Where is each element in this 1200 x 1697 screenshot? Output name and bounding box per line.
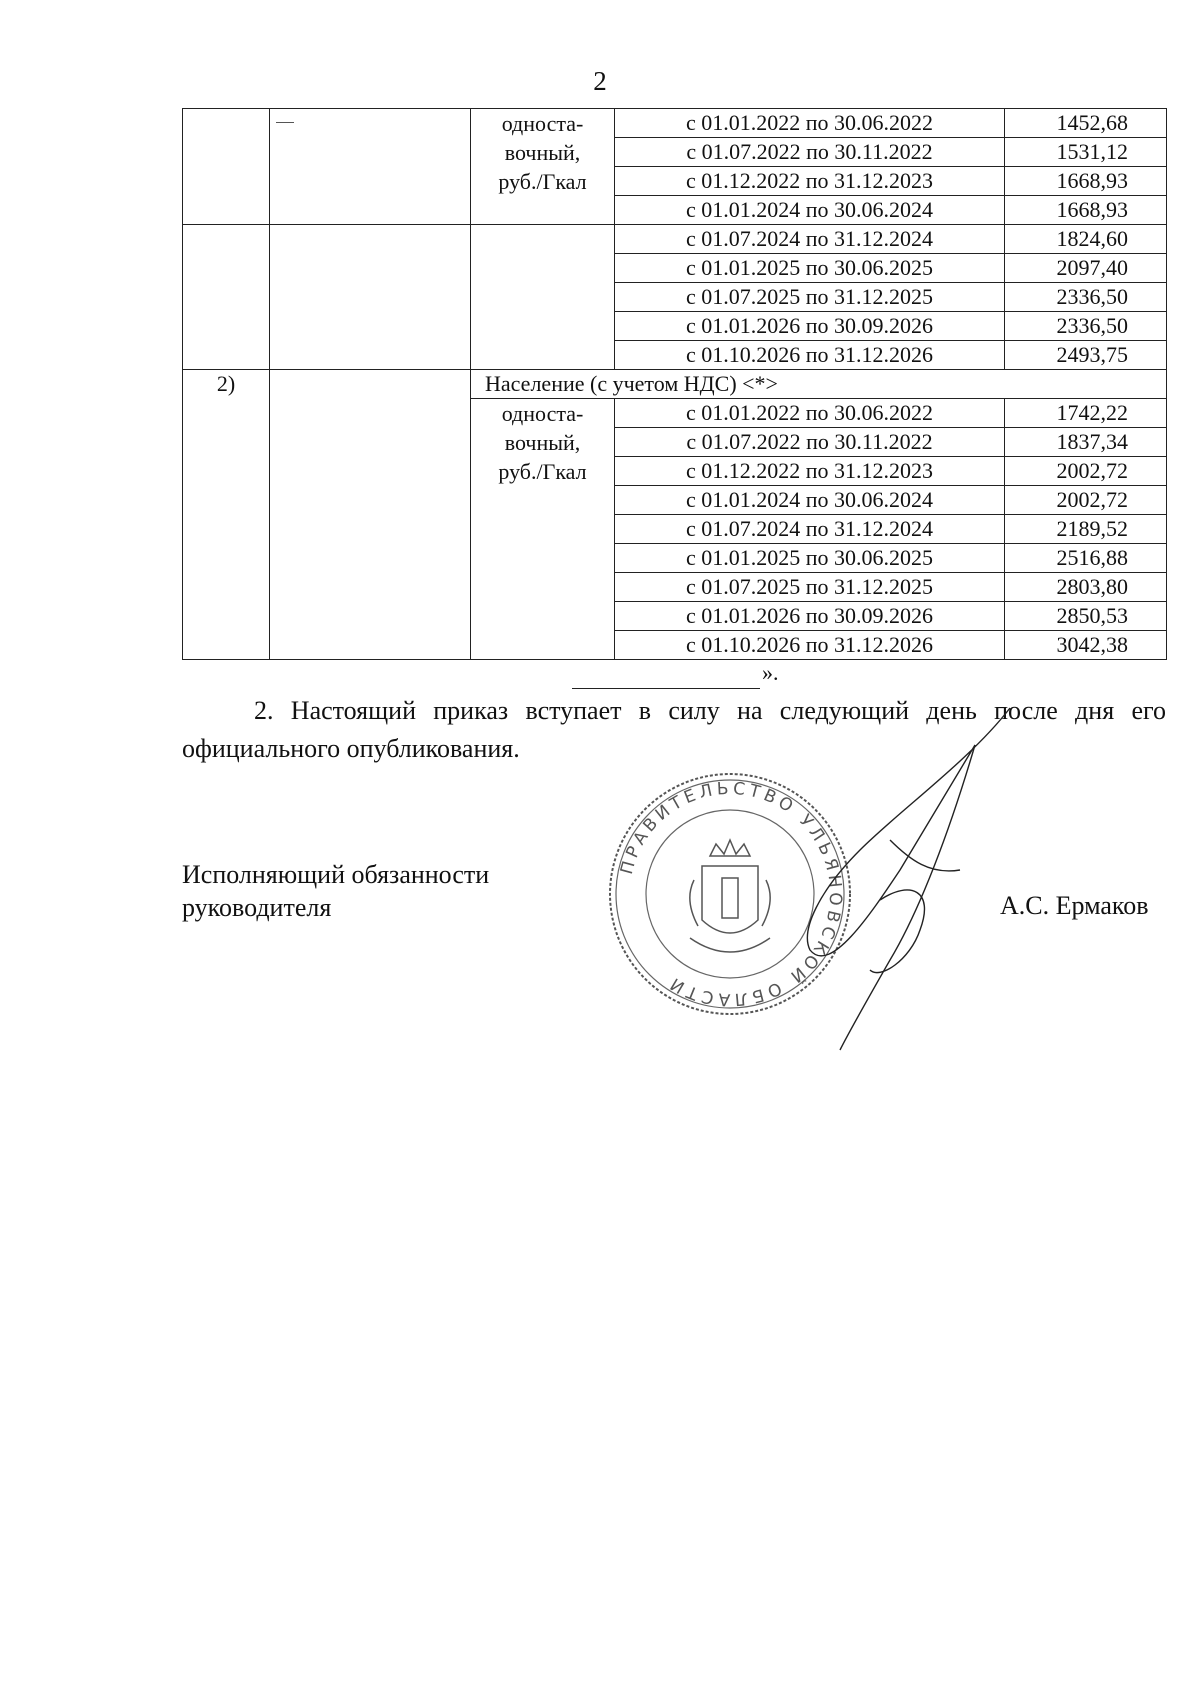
unit-cell	[471, 225, 615, 370]
signer-title	[182, 858, 489, 924]
seal-text: ПРАВИТЕЛЬСТВО УЛЬЯНОВСКОЙ ОБЛАСТИ	[616, 778, 846, 1010]
page-number: 2	[593, 66, 607, 96]
order-paragraph: 2. Настоящий приказ вступает в силу на следующий день после дня его официального опубликования.	[182, 696, 1166, 763]
unit-line: односта-	[501, 111, 584, 136]
row-number-cell	[183, 225, 270, 370]
group-cell	[270, 109, 471, 225]
period-cell: с 01.07.2024 по 31.12.2024	[615, 515, 1005, 544]
period-cell: с 01.12.2022 по 31.12.2023	[615, 167, 1005, 196]
signature-mark	[760, 700, 1060, 1060]
tariff-value-cell: 2002,72	[1005, 457, 1167, 486]
period-cell: с 01.01.2024 по 30.06.2024	[615, 196, 1005, 225]
tariff-value-cell: 3042,38	[1005, 631, 1167, 660]
group-cell	[270, 225, 471, 370]
unit-line: односта-	[501, 401, 584, 426]
period-cell: с 01.01.2024 по 30.06.2024	[615, 486, 1005, 515]
group-cell	[270, 370, 471, 660]
tariff-value-cell: 2336,50	[1005, 283, 1167, 312]
period-cell: с 01.07.2025 по 31.12.2025	[615, 283, 1005, 312]
closing-rule	[572, 658, 760, 689]
tariff-value-cell: 2516,88	[1005, 544, 1167, 573]
unit-line: руб./Гкал	[498, 459, 587, 484]
tariff-value-cell: 1824,60	[1005, 225, 1167, 254]
coat-of-arms-icon	[690, 840, 770, 952]
table-row	[183, 109, 1167, 138]
unit-line: вочный,	[504, 430, 581, 455]
unit-cell	[471, 109, 615, 225]
dash-mark	[276, 122, 294, 123]
signer-title-line: руководителя	[182, 893, 332, 922]
period-cell: с 01.07.2024 по 31.12.2024	[615, 225, 1005, 254]
period-cell: с 01.01.2026 по 30.09.2026	[615, 602, 1005, 631]
period-cell: с 01.01.2022 по 30.06.2022	[615, 109, 1005, 138]
tariff-value-cell: 2493,75	[1005, 341, 1167, 370]
signer-name: А.С. Ермаков	[1000, 891, 1149, 920]
tariff-value-cell: 1668,93	[1005, 196, 1167, 225]
tariff-value-cell: 2803,80	[1005, 573, 1167, 602]
tariff-value-cell: 2189,52	[1005, 515, 1167, 544]
tariff-value-cell: 1742,22	[1005, 399, 1167, 428]
period-cell: с 01.10.2026 по 31.12.2026	[615, 631, 1005, 660]
row-number-cell: 2)	[183, 370, 270, 660]
period-cell: с 01.07.2022 по 30.11.2022	[615, 138, 1005, 167]
closing-quote: ».	[762, 660, 779, 685]
section-title-cell: Население (с учетом НДС) <*>	[471, 370, 1167, 399]
table-row	[183, 370, 1167, 399]
tariff-value-cell: 1837,34	[1005, 428, 1167, 457]
tariff-value-cell: 2002,72	[1005, 486, 1167, 515]
period-cell: с 01.01.2026 по 30.09.2026	[615, 312, 1005, 341]
tariff-value-cell: 2336,50	[1005, 312, 1167, 341]
unit-line: вочный,	[504, 140, 581, 165]
tariff-value-cell: 2097,40	[1005, 254, 1167, 283]
tariff-value-cell: 1452,68	[1005, 109, 1167, 138]
tariff-value-cell: 1531,12	[1005, 138, 1167, 167]
signer-title-line: Исполняющий обязанности	[182, 860, 490, 889]
period-cell: с 01.10.2026 по 31.12.2026	[615, 341, 1005, 370]
table-row	[183, 225, 1167, 254]
period-cell: с 01.01.2022 по 30.06.2022	[615, 399, 1005, 428]
unit-cell	[471, 399, 615, 660]
tariff-table	[182, 108, 1167, 660]
unit-line: руб./Гкал	[498, 169, 587, 194]
period-cell: с 01.12.2022 по 31.12.2023	[615, 457, 1005, 486]
row-number-cell	[183, 109, 270, 225]
period-cell: с 01.07.2022 по 30.11.2022	[615, 428, 1005, 457]
period-cell: с 01.01.2025 по 30.06.2025	[615, 254, 1005, 283]
period-cell: с 01.01.2025 по 30.06.2025	[615, 544, 1005, 573]
tariff-value-cell: 2850,53	[1005, 602, 1167, 631]
period-cell: с 01.07.2025 по 31.12.2025	[615, 573, 1005, 602]
tariff-value-cell: 1668,93	[1005, 167, 1167, 196]
